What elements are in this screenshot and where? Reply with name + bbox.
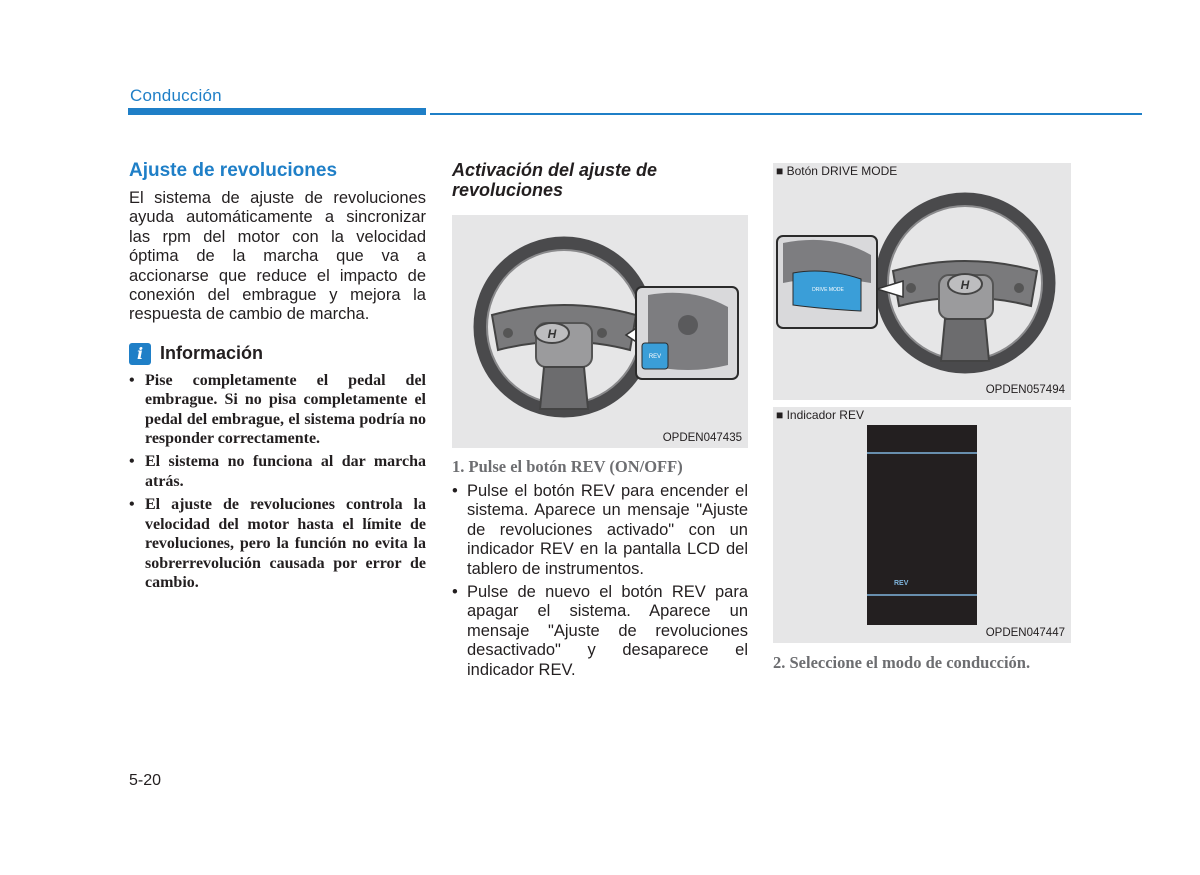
figure-code: OPDEN047435 xyxy=(662,432,742,444)
figure-code: OPDEN047447 xyxy=(985,627,1065,639)
section-title: Ajuste de revoluciones xyxy=(129,160,338,181)
steering-wheel-rev-illustration xyxy=(452,215,748,448)
info-list xyxy=(129,371,426,592)
figure-steering-rev xyxy=(452,215,748,448)
steering-wheel-icon xyxy=(480,243,648,411)
column-drive-mode xyxy=(773,163,1071,673)
bullet-item: • Pulse el botón REV para encender el sistema. Aparece un mensaje "Ajuste de revoluciones activado" con un indicador REV en la pantalla LCD del tablero de instrumentos. xyxy=(452,482,748,579)
step-2: 2. Seleccione el modo de conducción. xyxy=(773,653,1031,672)
svg-text:H: H xyxy=(960,278,970,292)
info-title: Información xyxy=(160,343,264,364)
activation-title: Activación del ajuste de revoluciones xyxy=(452,160,658,200)
figure-drive-mode xyxy=(773,163,1071,400)
header-rule-thick xyxy=(128,108,426,115)
figure-label: ■ Indicador REV xyxy=(776,408,864,422)
header-rule-thin xyxy=(430,113,1142,115)
svg-text:H: H xyxy=(547,327,557,341)
figure-rev-indicator xyxy=(773,407,1071,643)
figure-label: ■ Botón DRIVE MODE xyxy=(776,164,898,178)
info-heading xyxy=(129,343,426,365)
info-item: • El sistema no funciona al dar marcha atrás. xyxy=(129,452,426,491)
info-item: • El ajuste de revoluciones controla la velocidad del motor hasta el límite de revoluciones, pero la función no evita la sobrerrevolución causada por error de cambio. xyxy=(129,495,426,592)
column-activation xyxy=(452,160,748,684)
running-header: Conducción xyxy=(130,86,222,105)
drive-mode-button-label: DRIVE MODE xyxy=(812,287,844,293)
info-icon: i xyxy=(129,343,151,365)
step-1: 1. Pulse el botón REV (ON/OFF) xyxy=(452,457,683,476)
bullet-item: • Pulse de nuevo el botón REV para apagar el sistema. Aparece un mensaje "Ajuste de revoluciones desactivado" y desaparece el indicador REV. xyxy=(452,583,748,680)
figure-code: OPDEN057494 xyxy=(985,384,1065,396)
rev-indicator-label: REV xyxy=(894,580,909,587)
rev-button-label: REV xyxy=(648,354,662,360)
step-1-bullets xyxy=(452,482,748,680)
intro-paragraph: El sistema de ajuste de revoluciones ayuda automáticamente a sincronizar las rpm del motor con la velocidad óptima de la marcha que va a accionarse que reduce el impacto de conexión del embrague y mejora la respuesta de cambio de marcha. xyxy=(129,189,426,324)
info-item: • Pise completamente el pedal del embrague. Si no pisa completamente el pedal del embrague, el sistema podría no responder correctamente. xyxy=(129,371,426,449)
lcd-display-illustration xyxy=(773,407,1071,643)
page-number: 5-20 xyxy=(129,772,162,789)
column-intro xyxy=(129,160,426,596)
steering-wheel-drive-mode-illustration xyxy=(773,163,1071,400)
steering-wheel-icon xyxy=(881,199,1049,367)
